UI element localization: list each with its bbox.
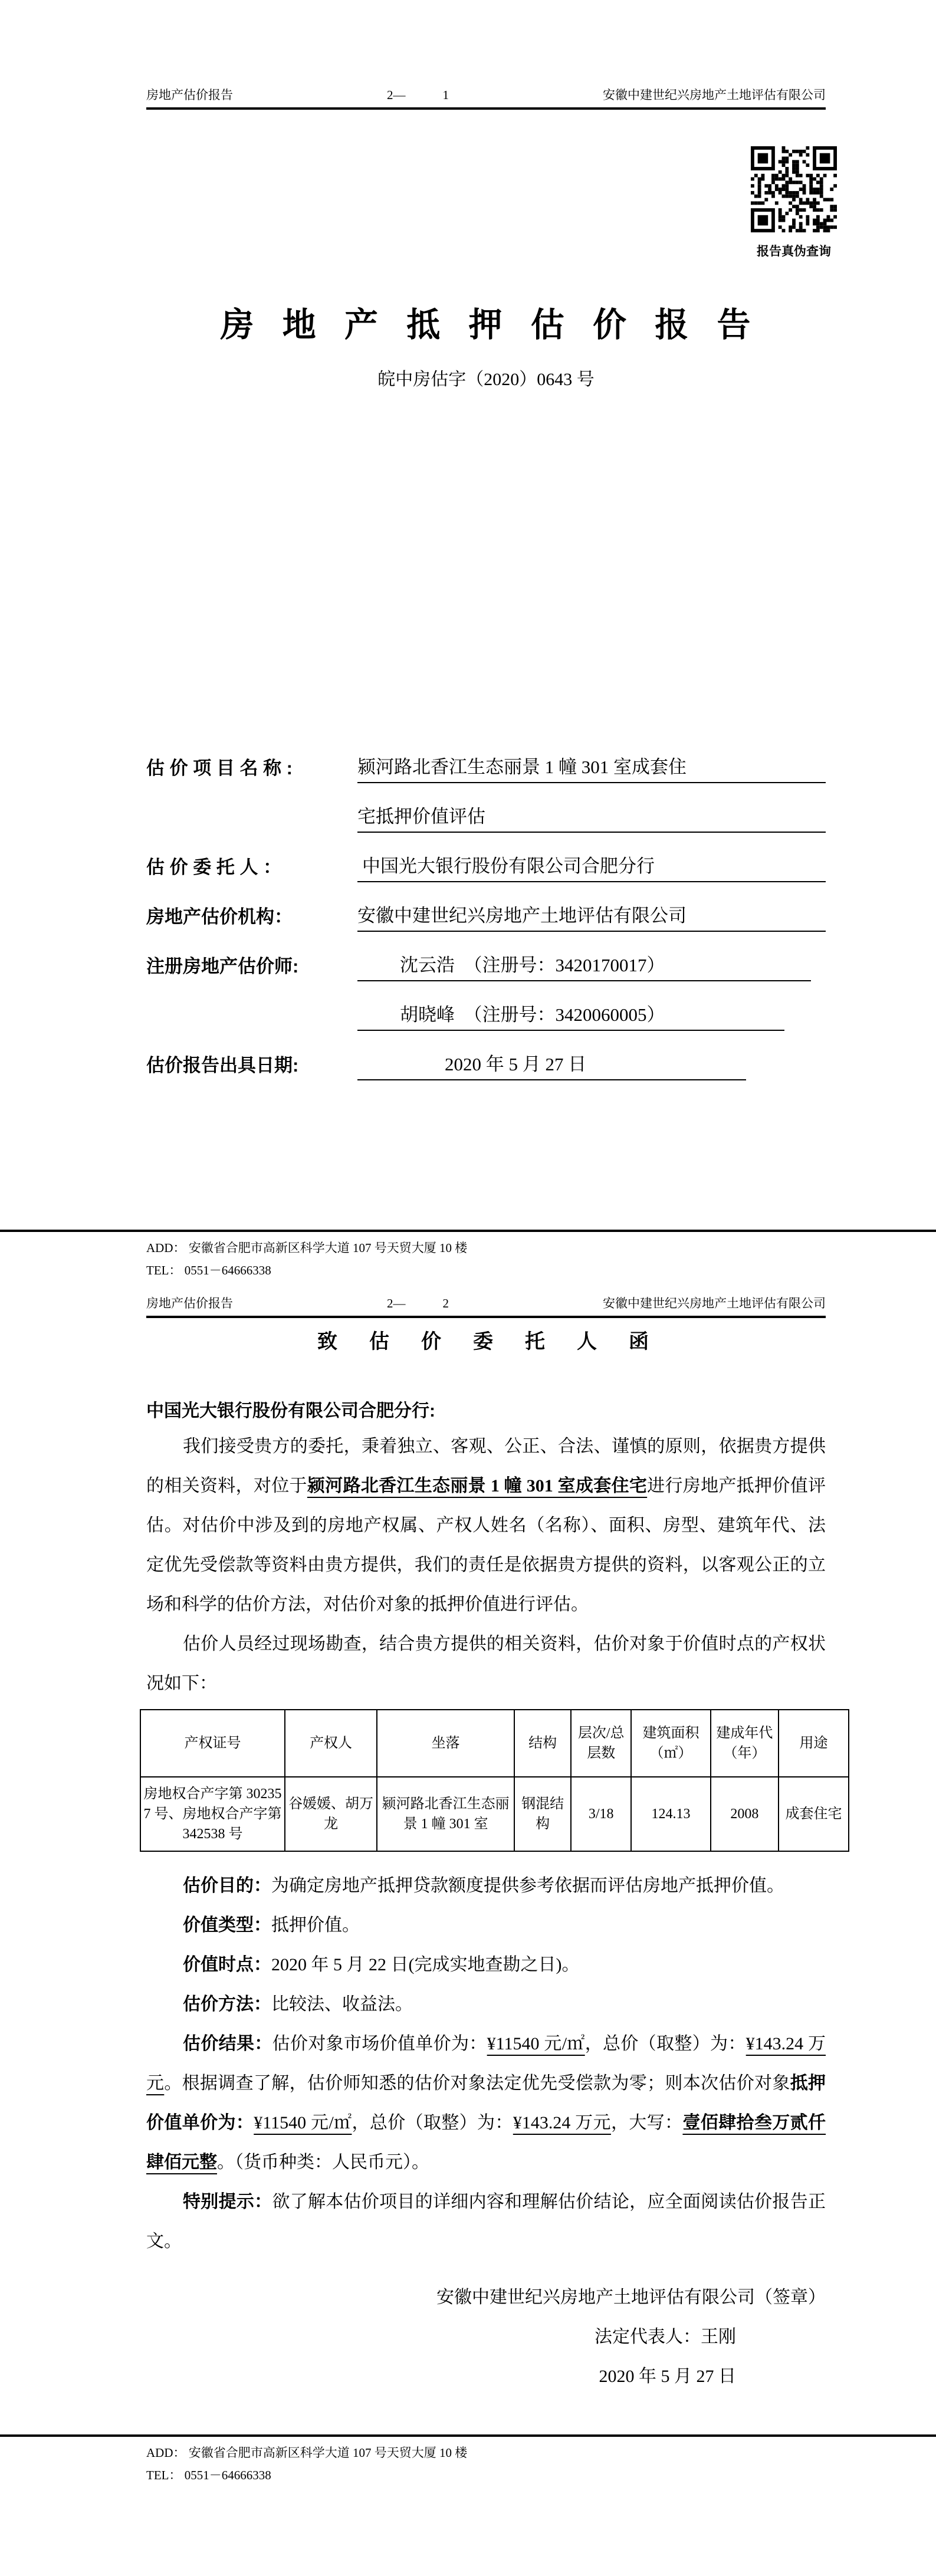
field-value: 安徽中建世纪兴房地产土地评估有限公司 xyxy=(357,901,826,932)
table-header-row xyxy=(140,1710,849,1777)
field-appraiser-1 xyxy=(146,932,826,981)
para1-subject-property: 颍河路北香江生态丽景 1 幢 301 室成套住宅 xyxy=(307,1476,648,1496)
result-seg: 。根据调查了解，估价师知悉的估价对象法定优先受偿款为零；则本次估价对象 xyxy=(164,2074,790,2093)
special-note-text: 欲了解本估价项目的详细内容和理解估价结论，应全面阅读估价报告正文。 xyxy=(146,2192,826,2251)
running-header-company: 安徽中建世纪兴房地产土地评估有限公司 xyxy=(603,1296,826,1310)
signature-company: 安徽中建世纪兴房地产土地评估有限公司（签章） xyxy=(436,2288,826,2307)
field-value: 宅抵押价值评估 xyxy=(357,801,826,833)
result-label: 估价结果： xyxy=(183,2034,272,2053)
col-header-area: 建筑面积（㎡） xyxy=(631,1710,711,1777)
signature-legal-representative: 法定代表人：王刚 xyxy=(595,2327,736,2347)
field-label: 估价报告出具日期: xyxy=(146,1055,299,1076)
cell-owner: 谷媛媛、胡万龙 xyxy=(285,1777,377,1851)
page1-footer xyxy=(0,1230,936,1279)
page2-running-header xyxy=(146,1296,826,1318)
field-label: 估 价 委 托 人 ： xyxy=(146,857,282,878)
running-header-doc-type: 房地产估价报告 xyxy=(146,88,233,102)
document-number: 皖中房估字（2020）0643 号 xyxy=(377,370,595,389)
special-note-label: 特别提示： xyxy=(183,2192,272,2212)
col-header-owner: 产权人 xyxy=(285,1710,377,1777)
cell-location: 颍河路北香江生态丽景 1 幢 301 室 xyxy=(377,1777,514,1851)
field-issue-date xyxy=(146,1031,826,1080)
item-value-type xyxy=(146,1905,826,1945)
cell-floor: 3/18 xyxy=(571,1777,631,1851)
result-unit-price: ¥11540 元/㎡ xyxy=(487,2034,585,2053)
col-header-year-built: 建成年代（年） xyxy=(711,1710,779,1777)
col-header-structure: 结构 xyxy=(514,1710,571,1777)
item-label: 价值时点： xyxy=(183,1955,271,1974)
signature-block xyxy=(146,2278,826,2396)
signature-date: 2020 年 5 月 27 日 xyxy=(599,2367,736,2386)
result-seg: ，总价（取整）为： xyxy=(584,2034,746,2053)
running-header-company: 安徽中建世纪兴房地产土地评估有限公司 xyxy=(603,88,826,102)
field-label xyxy=(146,829,357,833)
field-label: 注册房地产估价师: xyxy=(146,956,299,977)
col-header-floor: 层次/总层数 xyxy=(571,1710,631,1777)
cell-year-built: 2008 xyxy=(711,1777,779,1851)
result-mortgage-unit-price: ¥11540 元/㎡ xyxy=(254,2113,352,2133)
result-seg: ，总价（取整）为： xyxy=(352,2113,513,2133)
col-header-usage: 用途 xyxy=(779,1710,849,1777)
cell-area: 124.13 xyxy=(631,1777,711,1851)
report-title: 房 地 产 抵 押 估 价 报 告 xyxy=(220,307,752,344)
running-header-page-number: 2— 1 xyxy=(387,88,449,102)
result-mortgage-total-price: ¥143.24 万元 xyxy=(513,2113,611,2133)
result-seg: 。（货币种类：人民币元）。 xyxy=(217,2153,429,2172)
cell-certificate-no: 房地权合产字第 302357 号、房地权合产字第 342538 号 xyxy=(140,1777,285,1851)
field-label: 估 价 项 目 名 称 : xyxy=(146,758,293,778)
report-verification-block xyxy=(751,146,837,259)
para1-pre: 我们接受贵方的委托，秉着独立、客观、公正、合法、谨慎的原则，依据贵方提供的相关资料，对位于 xyxy=(146,1437,826,1496)
letter-title: 致 估 价 委 托 人 函 xyxy=(317,1331,655,1353)
footer-address: ADD： 安徽省合肥市高新区科学大道 107 号天贸大厦 10 楼 xyxy=(146,1241,468,1255)
result-seg: 估价对象市场价值单价为： xyxy=(272,2034,487,2053)
field-project-name xyxy=(146,734,826,783)
item-text: 抵押价值。 xyxy=(271,1915,360,1935)
item-text: 为确定房地产抵押贷款额度提供参考依据而评估房地产抵押价值。 xyxy=(271,1876,784,1895)
field-value: 中国光大银行股份有限公司合肥分行 xyxy=(357,851,826,882)
item-text: 比较法、收益法。 xyxy=(271,1995,413,2014)
page2-footer xyxy=(0,2434,936,2484)
result-mortgage-label: 抵押价值单价为： xyxy=(146,2074,826,2133)
special-note-paragraph xyxy=(146,2182,826,2261)
footer-telephone: TEL： 0551－64666338 xyxy=(146,1263,271,1277)
result-amount-capital: 壹佰肆拾叁万贰仟肆佰元整 xyxy=(146,2113,826,2172)
field-value: 2020 年 5 月 27 日 xyxy=(357,1049,746,1080)
item-label: 估价目的： xyxy=(183,1876,271,1895)
running-header-page-number: 2— 2 xyxy=(387,1296,449,1310)
running-header-doc-type: 房地产估价报告 xyxy=(146,1296,233,1310)
result-seg: ，大写： xyxy=(610,2113,683,2133)
result-total-price: ¥143.24 万元 xyxy=(146,2034,826,2093)
cover-fields xyxy=(146,734,826,1080)
qr-code xyxy=(751,146,837,232)
item-appraisal-method xyxy=(146,1984,826,2024)
cell-usage: 成套住宅 xyxy=(779,1777,849,1851)
item-text: 2020 年 5 月 22 日(完成实地查勘之日)。 xyxy=(271,1955,580,1974)
qr-caption: 报告真伪查询 xyxy=(757,245,831,258)
para1-post: 进行房地产抵押价值评估。对估价中涉及到的房地产权属、产权人姓名（名称）、面积、房型、建筑年代、法定优先受偿款等资料由贵方提供，我们的责任是依据贵方提供的资料，以客观公正的立场和科学的估价方法，对估价对象的抵押价值进行评估。 xyxy=(146,1476,826,1614)
table-row xyxy=(140,1777,849,1851)
appraisal-result-paragraph xyxy=(146,2024,826,2182)
item-value-date xyxy=(146,1945,826,1984)
letter-paragraph-1 xyxy=(146,1427,826,1624)
col-header-location: 坐落 xyxy=(377,1710,514,1777)
field-value: 胡晓峰 （注册号：3420060005） xyxy=(357,1000,784,1031)
field-label: 房地产估价机构： xyxy=(146,906,293,927)
field-project-name-cont xyxy=(146,783,826,833)
field-client xyxy=(146,833,826,882)
field-value: 颍河路北香江生态丽景 1 幢 301 室成套住 xyxy=(357,752,826,783)
cell-structure: 钢混结构 xyxy=(514,1777,571,1851)
item-appraisal-purpose xyxy=(146,1866,826,1905)
field-label xyxy=(146,1027,357,1031)
field-value: 沈云浩 （注册号：3420170017） xyxy=(357,950,811,981)
item-label: 估价方法： xyxy=(183,1995,271,2014)
page-2 xyxy=(0,1292,936,2576)
footer-address: ADD： 安徽省合肥市高新区科学大道 107 号天贸大厦 10 楼 xyxy=(146,2446,468,2460)
page1-running-header xyxy=(146,87,826,110)
letter-paragraph-2: 估价人员经过现场勘查，结合贵方提供的相关资料，估价对象于价值时点的产权状况如下： xyxy=(146,1634,826,1693)
field-agency xyxy=(146,882,826,932)
item-label: 价值类型： xyxy=(183,1915,271,1935)
property-rights-table xyxy=(140,1709,849,1852)
field-appraiser-2 xyxy=(146,981,826,1031)
footer-telephone: TEL： 0551－64666338 xyxy=(146,2468,271,2482)
salutation: 中国光大银行股份有限公司合肥分行: xyxy=(146,1401,435,1421)
col-header-certificate-no: 产权证号 xyxy=(140,1710,285,1777)
